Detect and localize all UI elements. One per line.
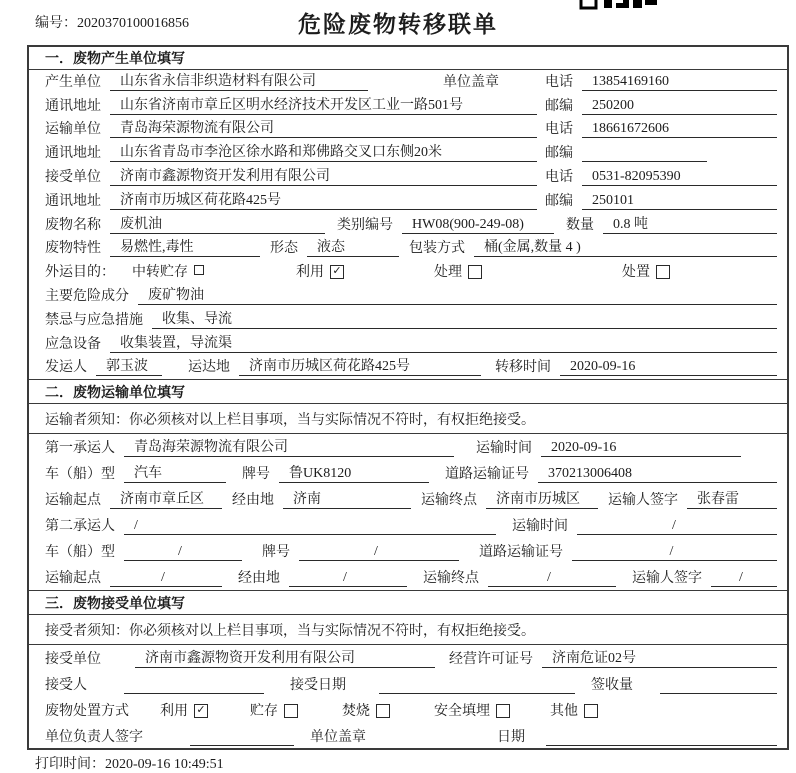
purpose-option-label: 处理 xyxy=(434,265,462,281)
end-label: 运输终点 xyxy=(423,571,479,587)
form-row xyxy=(29,94,787,118)
disposal-option-label: 贮存 xyxy=(250,704,278,720)
disposal-option xyxy=(160,700,208,720)
carrier1-value: 青岛海荣源物流有限公司 xyxy=(124,436,454,457)
transport-time-label: 运输时间 xyxy=(476,441,532,457)
producer-value: 山东省永信非织造材料有限公司 xyxy=(110,70,368,91)
waste-name-value: 废机油 xyxy=(110,213,325,234)
recipient-label: 接受人 xyxy=(45,678,87,694)
form-row xyxy=(29,70,787,94)
form-row xyxy=(29,332,787,356)
form-row xyxy=(29,434,787,460)
receiver-value: 济南市鑫源物资开发利用有限公司 xyxy=(110,165,537,186)
accept-unit-label: 接受单位 xyxy=(45,652,101,668)
serial-value: 2020370100016856 xyxy=(77,16,189,31)
transporter-notice: 运输者须知：你必须核对以上栏目事项，当与实际情况不符时，有权拒绝接受。 xyxy=(29,404,787,434)
transporter-label: 运输单位 xyxy=(45,122,101,138)
address-label: 通讯地址 xyxy=(45,146,101,162)
origin-label: 运输起点 xyxy=(45,571,101,587)
purpose-option xyxy=(434,261,482,281)
form-row xyxy=(29,671,787,697)
disposal-option xyxy=(434,700,510,720)
transporter-address-value: 山东省青岛市李沧区徐水路和郑佛路交叉口东侧20米 xyxy=(110,141,537,162)
accept-date-label: 接受日期 xyxy=(290,678,346,694)
plate-label: 牌号 xyxy=(242,467,270,483)
plate-label: 牌号 xyxy=(262,545,290,561)
purpose-option xyxy=(132,261,204,281)
vehicle2-value: / xyxy=(124,544,242,561)
serial-label: 编号： xyxy=(35,16,77,31)
print-time-value: 2020-09-16 10:49:51 xyxy=(105,757,224,772)
disposal-option xyxy=(550,700,598,720)
trait-value: 易燃性,毒性 xyxy=(110,236,260,257)
plate1-value: 鲁UK8120 xyxy=(279,462,429,483)
page-title: 危险废物转移联单 xyxy=(298,12,498,37)
form-row xyxy=(29,538,787,564)
destination-value: 济南市历城区荷花路425号 xyxy=(239,355,481,376)
phone-label: 电话 xyxy=(545,74,573,90)
disposal-option-label: 利用 xyxy=(160,704,188,720)
date-label: 日期 xyxy=(497,730,525,746)
disposal-option-label: 安全填埋 xyxy=(434,704,490,720)
checkbox-checked-icon: ✓ xyxy=(330,265,344,279)
print-time xyxy=(35,753,224,773)
unit-seal-label: 单位盖章 xyxy=(310,730,366,746)
checkbox-icon xyxy=(194,265,204,275)
accept-unit-value: 济南市鑫源物资开发利用有限公司 xyxy=(135,647,435,668)
disposal-option-label: 焚烧 xyxy=(342,704,370,720)
receiver-phone-value: 0531-82095390 xyxy=(582,169,777,186)
checkbox-icon xyxy=(496,704,510,718)
head-sign-label: 单位负责人签字 xyxy=(45,730,143,746)
transport-time2-value: / xyxy=(577,518,777,535)
hazard-value: 废矿物油 xyxy=(138,284,777,305)
disposal-option xyxy=(342,700,390,720)
disposal-option-label: 其他 xyxy=(550,704,578,720)
form-state-label: 形态 xyxy=(270,241,298,257)
unit-seal-label: 单位盖章 xyxy=(443,74,499,90)
consignor-label: 发运人 xyxy=(45,360,87,376)
purpose-option-label: 利用 xyxy=(296,265,324,281)
category-label: 类别编号 xyxy=(337,217,393,233)
via-label: 经由地 xyxy=(238,571,280,587)
checkbox-checked-icon: ✓ xyxy=(194,704,208,718)
disposal-method-label: 废物处置方式 xyxy=(45,704,129,720)
form-row xyxy=(29,512,787,538)
checkbox-icon xyxy=(376,704,390,718)
section2-header: 二．废物运输单位填写 xyxy=(29,379,787,404)
hazard-label: 主要危险成分 xyxy=(45,288,129,304)
permit-label: 经营许可证号 xyxy=(449,652,533,668)
receiver-label: 接受单位 xyxy=(45,169,101,185)
origin-label: 运输起点 xyxy=(45,493,101,509)
end2-value: / xyxy=(488,570,616,587)
consignor-value: 郭玉波 xyxy=(96,355,162,376)
receiver-zip-value: 250101 xyxy=(582,193,777,210)
vehicle-type-label: 车（船）型 xyxy=(45,467,115,483)
sign2-value: / xyxy=(711,570,777,587)
carrier1-label: 第一承运人 xyxy=(45,441,115,457)
producer-address-value: 山东省济南市章丘区明水经济技术开发区工业一路501号 xyxy=(110,94,537,115)
form-state-value: 液态 xyxy=(307,236,399,257)
address-label: 通讯地址 xyxy=(45,193,101,209)
carrier2-value: / xyxy=(124,518,496,535)
form-row xyxy=(29,308,787,332)
phone-label: 电话 xyxy=(545,122,573,138)
category-value: HW08(900-249-08) xyxy=(402,217,554,234)
origin2-value: / xyxy=(110,570,222,587)
form-row xyxy=(29,723,787,749)
via2-value: / xyxy=(289,570,407,587)
origin1-value: 济南市章丘区 xyxy=(110,488,222,509)
form-row xyxy=(29,284,787,308)
section3-header: 三．废物接受单位填写 xyxy=(29,590,787,615)
form-row xyxy=(29,165,787,189)
signed-amount-value xyxy=(660,678,777,694)
via1-value: 济南 xyxy=(283,488,411,509)
checkbox-icon xyxy=(284,704,298,718)
packing-value: 桶(金属,数量 4 ) xyxy=(474,236,777,257)
via-label: 经由地 xyxy=(232,493,274,509)
transporter-value: 青岛海荣源物流有限公司 xyxy=(110,117,537,138)
purpose-label: 外运目的： xyxy=(45,265,115,281)
zip-label: 邮编 xyxy=(545,193,573,209)
transfer-form xyxy=(27,45,789,750)
equipment-value: 收集装置，导流渠 xyxy=(110,332,777,353)
signed-amount-label: 签收量 xyxy=(591,678,633,694)
license1-value: 370213006408 xyxy=(538,466,777,483)
recipient-value xyxy=(124,678,264,694)
form-row xyxy=(29,564,787,590)
vehicle-type-label: 车（船）型 xyxy=(45,545,115,561)
date-value xyxy=(546,730,777,746)
quantity-label: 数量 xyxy=(566,217,594,233)
purpose-option-label: 中转贮存 xyxy=(132,265,188,281)
phone-label: 电话 xyxy=(545,169,573,185)
form-row xyxy=(29,356,787,380)
form-row xyxy=(29,237,787,261)
qr-code-fragment xyxy=(579,0,657,11)
receiver-notice: 接受者须知：你必须核对以上栏目事项，当与实际情况不符时，有权拒绝接受。 xyxy=(29,615,787,645)
form-row xyxy=(29,486,787,512)
form-row xyxy=(29,460,787,486)
transfer-time-value: 2020-09-16 xyxy=(560,359,777,376)
license2-value: / xyxy=(572,544,777,561)
section1-header: 一．废物产生单位填写 xyxy=(29,47,787,70)
carrier2-label: 第二承运人 xyxy=(45,519,115,535)
waste-name-label: 废物名称 xyxy=(45,217,101,233)
accept-date-value xyxy=(379,678,575,694)
form-row xyxy=(29,118,787,142)
transfer-time-label: 转移时间 xyxy=(495,360,551,376)
receiver-address-value: 济南市历城区荷花路425号 xyxy=(110,189,537,210)
transporter-sign-label: 运输人签字 xyxy=(632,571,702,587)
zip-label: 邮编 xyxy=(545,146,573,162)
form-row xyxy=(29,213,787,237)
zip-label: 邮编 xyxy=(545,98,573,114)
purpose-option-label: 处置 xyxy=(622,265,650,281)
transport-time-label: 运输时间 xyxy=(512,519,568,535)
plate2-value: / xyxy=(299,544,459,561)
taboo-value: 收集、导流 xyxy=(152,308,777,329)
sign1-value: 张春雷 xyxy=(687,488,777,509)
taboo-label: 禁忌与应急措施 xyxy=(45,312,143,328)
form-row xyxy=(29,141,787,165)
end1-value: 济南市历城区 xyxy=(486,488,598,509)
end-label: 运输终点 xyxy=(421,493,477,509)
destination-label: 运达地 xyxy=(188,360,230,376)
head-sign-value xyxy=(190,730,294,746)
trait-label: 废物特性 xyxy=(45,241,101,257)
transporter-phone-value: 18661672606 xyxy=(582,121,777,138)
form-row xyxy=(29,260,787,284)
producer-zip-value: 250200 xyxy=(582,98,777,115)
packing-label: 包装方式 xyxy=(409,241,465,257)
road-license-label: 道路运输证号 xyxy=(445,467,529,483)
print-time-label: 打印时间： xyxy=(35,757,105,772)
producer-phone-value: 13854169160 xyxy=(582,74,777,91)
vehicle1-value: 汽车 xyxy=(124,462,226,483)
checkbox-icon xyxy=(584,704,598,718)
checkbox-icon xyxy=(468,265,482,279)
form-row xyxy=(29,645,787,671)
road-license-label: 道路运输证号 xyxy=(479,545,563,561)
form-row xyxy=(29,697,787,723)
permit-value: 济南危证02号 xyxy=(542,647,777,668)
form-row xyxy=(29,189,787,213)
transport-time1-value: 2020-09-16 xyxy=(541,440,741,457)
address-label: 通讯地址 xyxy=(45,98,101,114)
disposal-option xyxy=(250,700,298,720)
purpose-option xyxy=(622,261,670,281)
transporter-zip-value xyxy=(582,146,707,162)
purpose-option xyxy=(296,261,344,281)
quantity-value: 0.8 吨 xyxy=(603,213,777,234)
producer-label: 产生单位 xyxy=(45,74,101,90)
equipment-label: 应急设备 xyxy=(45,336,101,352)
transporter-sign-label: 运输人签字 xyxy=(608,493,678,509)
checkbox-icon xyxy=(656,265,670,279)
